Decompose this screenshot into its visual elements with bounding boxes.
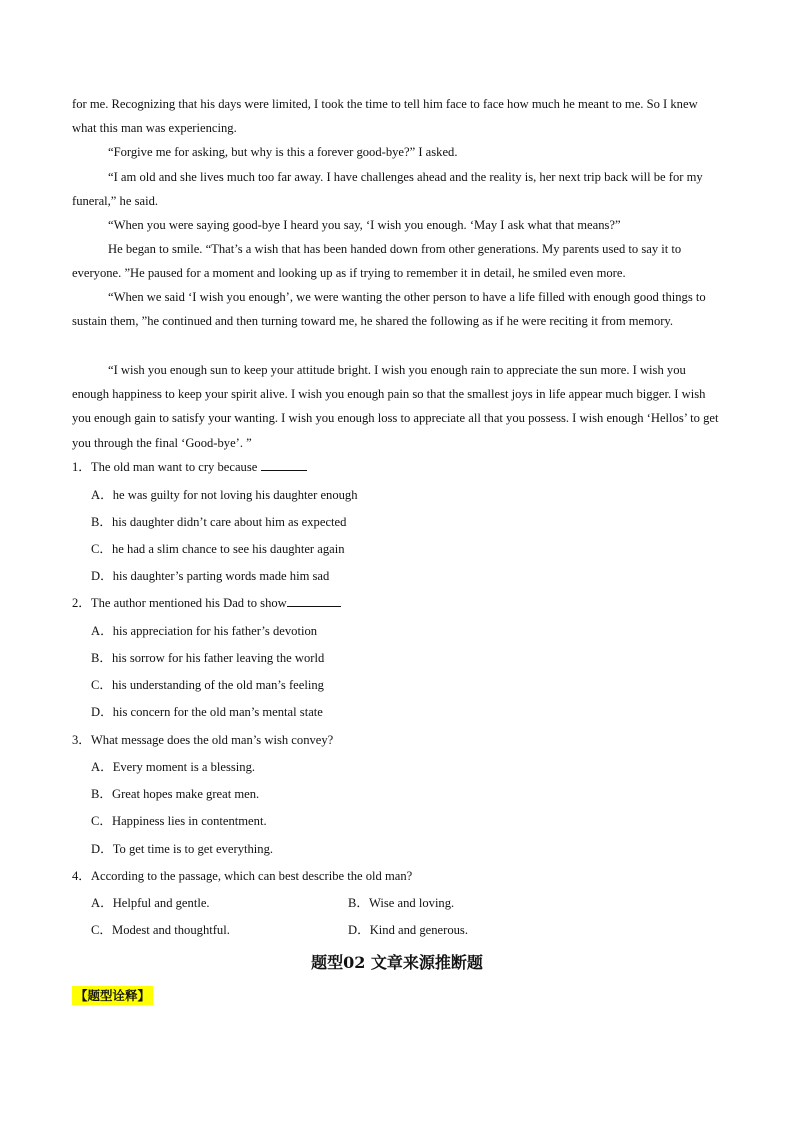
question-2-option-d: D．his concern for the old man’s mental state <box>91 705 323 719</box>
passage-paragraph-3: “I am old and she lives much too far away. I have challenges ahead and the reality is, her next trip back will be for my funeral,” he said. <box>72 170 703 209</box>
question-4-option-b: B．Wise and loving. <box>348 896 455 910</box>
question-3-option-d: D．To get time is to get everything. <box>91 842 274 856</box>
passage-paragraph-6: “When we said ‘I wish you enough’, we were wanting the other person to have a life filled with enough good things to sustain them, ”he continued and then turning toward me, he shared the following as if he were reciting it from memory. <box>72 290 706 329</box>
question-2-option-b: B．his sorrow for his father leaving the world <box>91 651 325 665</box>
question-1-option-b: B．his daughter didn’t care about him as expected <box>91 515 347 529</box>
passage-paragraph-7: “I wish you enough sun to keep your attitude bright. I wish you enough rain to appreciate the sun more. I wish you enough happiness to keep your spirit alive. I wish you enough pain so that the smallest joys in life appear much bigger. I wish you enough gain to satisfy your wanting. I wish you enough loss to appreciate all that you possess. I wish enough ‘Hellos’ to get you through the final ‘Good-bye’. ” <box>72 363 719 450</box>
answer-blank <box>287 593 341 607</box>
question-1-option-d: D．his daughter’s parting words made him sad <box>91 569 330 583</box>
question-4-option-d: D．Kind and generous. <box>348 923 468 937</box>
question-3-option-a: A．Every moment is a blessing. <box>91 760 256 774</box>
question-1-stem <box>72 457 307 477</box>
question-3-option-c: C．Happiness lies in contentment. <box>91 814 267 828</box>
question-1-option-a: A．he was guilty for not loving his daughter enough <box>91 488 358 502</box>
question-3-stem: 3．What message does the old man’s wish convey? <box>72 733 334 747</box>
question-3-option-b: B．Great hopes make great men. <box>91 787 260 801</box>
question-4-stem: 4．According to the passage, which can best describe the old man? <box>72 869 413 883</box>
passage-paragraph-2: “Forgive me for asking, but why is this a forever good-bye?” I asked. <box>108 145 458 159</box>
section-title: 题型02 文章来源推断题 <box>311 953 483 972</box>
answer-blank <box>261 457 307 471</box>
question-2-stem <box>72 593 341 613</box>
question-2-option-c: C．his understanding of the old man’s feeling <box>91 678 324 692</box>
question-2-option-a: A．his appreciation for his father’s devotion <box>91 624 318 638</box>
passage-paragraph-4: “When you were saying good-bye I heard you say, ‘I wish you enough. ‘May I ask what that means?” <box>108 218 621 232</box>
question-4-option-c: C．Modest and thoughtful. <box>91 923 230 937</box>
question-2-text: 2．The author mentioned his Dad to show <box>72 596 287 610</box>
question-type-tag: 【题型诠释】 <box>72 986 153 1005</box>
question-4-option-a: A．Helpful and gentle. <box>91 896 210 910</box>
passage-paragraph-1: for me. Recognizing that his days were limited, I took the time to tell him face to face how much he meant to me. So I knew what this man was experiencing. <box>72 97 698 136</box>
passage-paragraph-5: He began to smile. “That’s a wish that has been handed down from other generations. My parents used to say it to everyone. ”He paused for a moment and looking up as if trying to remember it in detail, he smiled even more. <box>72 242 682 281</box>
question-1-option-c: C．he had a slim chance to see his daughter again <box>91 542 345 556</box>
question-1-text: 1．The old man want to cry because <box>72 460 258 474</box>
